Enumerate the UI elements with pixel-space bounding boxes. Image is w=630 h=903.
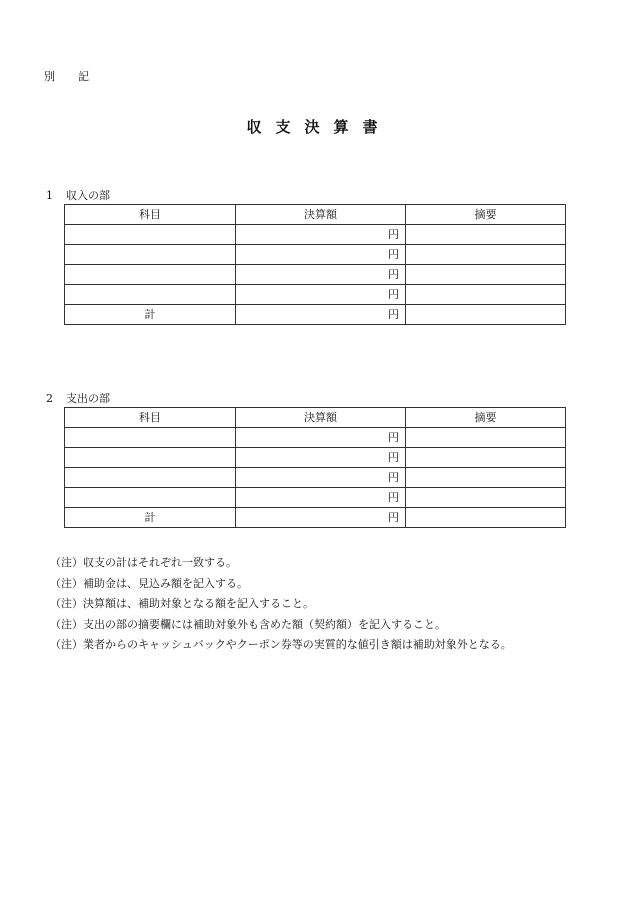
expense-total-row [65,508,566,528]
expense-amount-cell[interactable]: 円 [236,428,406,448]
income-note-cell[interactable] [406,245,566,265]
expense-item-cell[interactable] [65,488,236,508]
expense-note-cell[interactable] [406,488,566,508]
expense-amount-cell[interactable]: 円 [236,468,406,488]
income-total-amount[interactable]: 円 [236,305,406,325]
income-total-row [65,305,566,325]
expense-note-cell[interactable] [406,428,566,448]
expense-note-cell[interactable] [406,468,566,488]
document-title: 収支決算書 [246,118,392,136]
expense-total-amount[interactable]: 円 [236,508,406,528]
note-item: （注）補助金は、見込み額を記入する。 [50,576,248,590]
income-header-row [65,205,566,225]
income-section-heading [46,187,110,203]
income-item-cell[interactable] [65,285,236,305]
expense-header-row [65,408,566,428]
expense-section-number: 2 [46,392,53,405]
expense-row [65,448,566,468]
income-note-cell[interactable] [406,225,566,245]
expense-note-cell[interactable] [406,448,566,468]
income-row [65,225,566,245]
expense-item-cell[interactable] [65,428,236,448]
expense-row [65,468,566,488]
income-row [65,265,566,285]
expense-col-item: 科目 [65,408,236,428]
income-total-note[interactable] [406,305,566,325]
expense-total-label: 計 [65,508,236,528]
income-row [65,245,566,265]
income-total-label: 計 [65,305,236,325]
note-item: （注）決算額は、補助対象となる額を記入すること。 [50,597,314,610]
expense-item-cell[interactable] [65,468,236,488]
note-item: （注）収支の計はそれぞれ一致する。 [50,556,237,569]
income-amount-cell[interactable]: 円 [236,225,406,245]
note-item: （注）業者からのキャッシュバックやクーポン券等の実質的な値引き額は補助対象外となる。 [50,638,512,651]
note-item: （注）支出の部の摘要欄には補助対象外も含めた額（契約額）を記入すること。 [50,617,446,631]
income-col-amount: 決算額 [236,205,406,225]
expense-section-title: 支出の部 [66,392,110,405]
expense-col-note: 摘要 [406,408,566,428]
expense-section-heading [46,390,110,406]
income-item-cell[interactable] [65,245,236,265]
expense-item-cell[interactable] [65,448,236,468]
income-amount-cell[interactable]: 円 [236,245,406,265]
income-note-cell[interactable] [406,285,566,305]
expense-amount-cell[interactable]: 円 [236,488,406,508]
income-col-item: 科目 [65,205,236,225]
income-col-note: 摘要 [406,205,566,225]
expense-row [65,488,566,508]
expense-col-amount: 決算額 [236,408,406,428]
income-section-title: 収入の部 [66,189,110,202]
appendix-label: 別 記 [44,70,95,83]
income-table [64,204,566,325]
notes-list [50,553,512,656]
expense-amount-cell[interactable]: 円 [236,448,406,468]
income-item-cell[interactable] [65,265,236,285]
income-item-cell[interactable] [65,225,236,245]
income-amount-cell[interactable]: 円 [236,265,406,285]
expense-total-note[interactable] [406,508,566,528]
expense-table [64,407,566,528]
income-row [65,285,566,305]
expense-row [65,428,566,448]
income-amount-cell[interactable]: 円 [236,285,406,305]
income-note-cell[interactable] [406,265,566,285]
income-section-number: 1 [46,189,53,202]
